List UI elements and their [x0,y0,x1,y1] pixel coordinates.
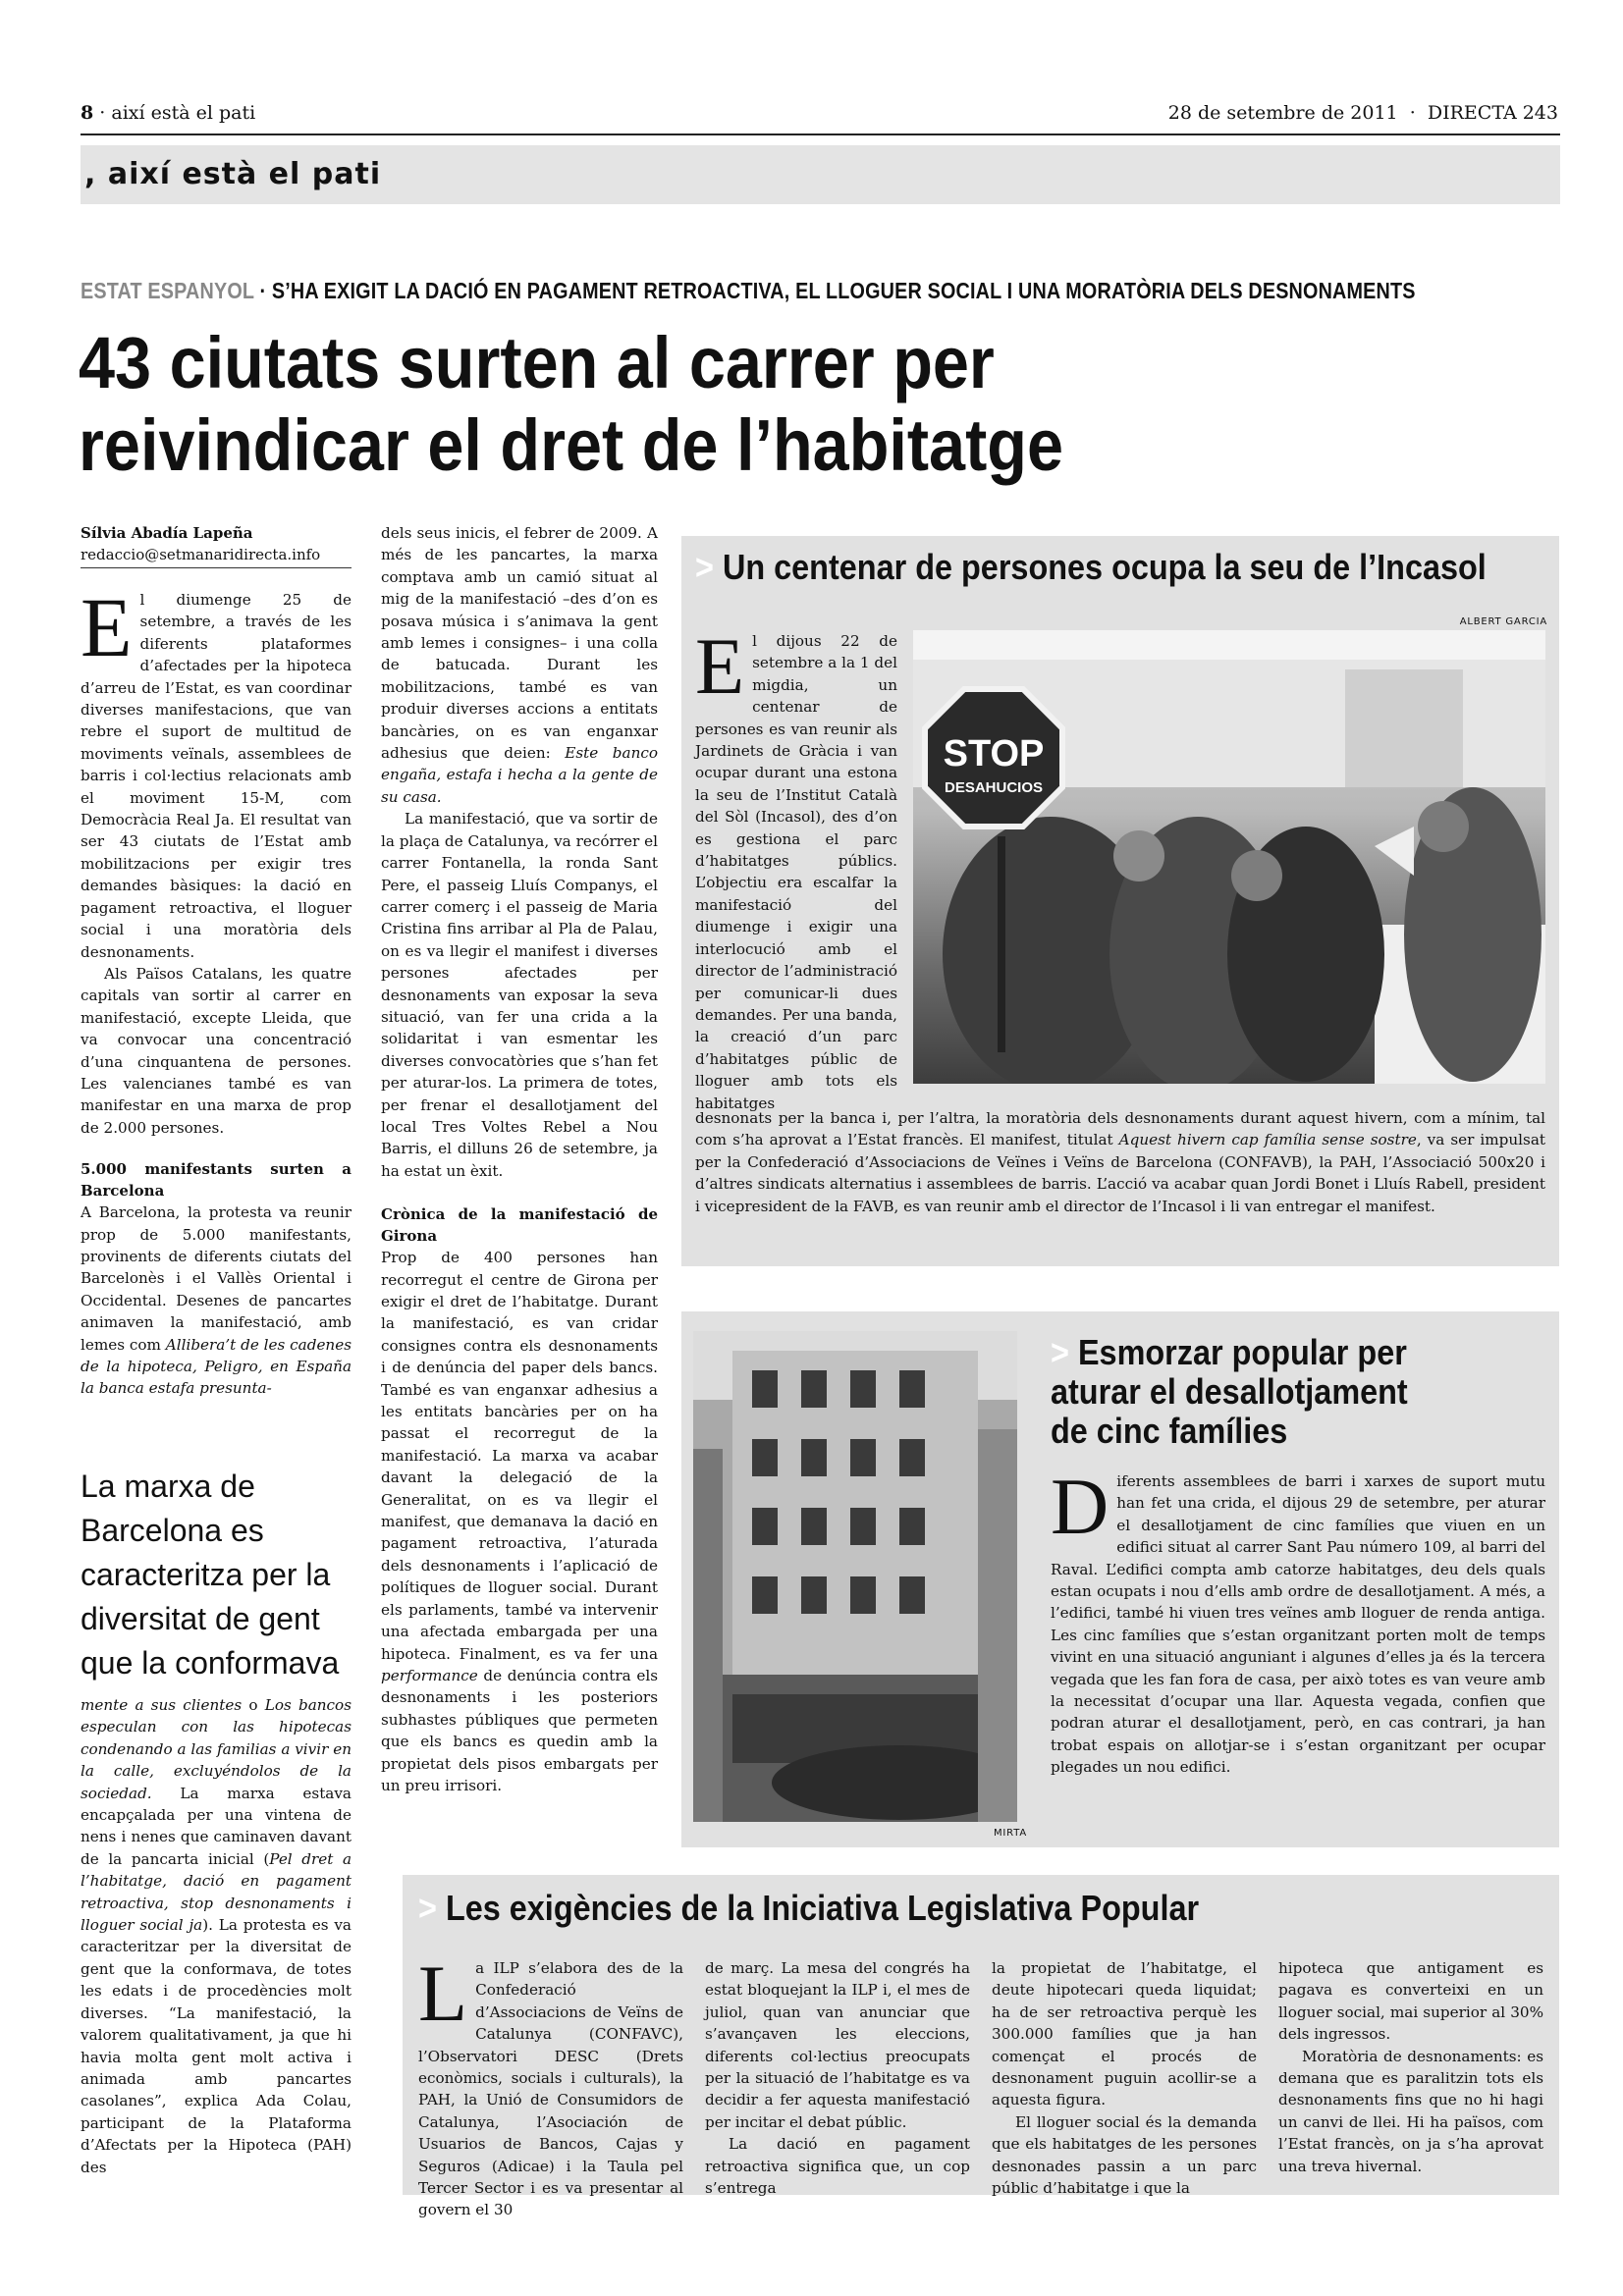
col1-p4-italic-1: mente a sus clientes [81,1696,243,1714]
byline [81,522,352,565]
col2-p1-text: dels seus inicis, el febrer de 2009. A més de les pancartes, la marxa comptava amb un camió situat al mig de la manifestació –des d’on es posava música i s’animava la gent amb lemes i consignes– i una colla de batucada. Durant les mobilitzacions, també es van produir diverses accions a entitats bancàries, on es van enganxar adhesius que deien: [381,524,658,763]
author-name: Sílvia Abadía Lapeña [81,524,253,542]
esmorzar-title-line-2: aturar el desallotjament [1051,1371,1408,1412]
section-band [81,145,1560,204]
col2-p3-text-2: de denúncia contra els desnonaments i les posteriors subhastes públiques que permeten que els bancs es quedin amb la propietat dels pisos embargats per un preu irrisori. [381,1666,658,1794]
ilp-col3-paragraph-2: El lloguer social és la demanda que els habitatges de les persones desnonades passin a un parc públic d’habitatge i que la [992,2112,1257,2198]
esmorzar-box [681,1311,1559,1847]
section-band-title: , així està el pati [84,157,382,191]
incasol-p2-text-2: , va ser impulsat per la Confederació d’Associacions de Veïnes i Veïns de Barcelona (CONFAVB), la PAH, l’Associació 500x20 i d’altres sindicats alternatius i assemblees de barris. L’acció va acabar quan Jordi Bonet i Lluís Rabell, president i vicepresident de la FAVB, es van reunir amb el director de l’Incasol i li van entregar el manifest. [695,1131,1545,1215]
ilp-column-1 [418,1949,683,2221]
header-rule [81,133,1560,135]
col1-paragraph-3 [81,1201,352,1400]
ilp-title-text: Les exigències de la Iniciativa Legislativa Popular [445,1888,1200,1928]
issue-date: 28 de setembre de 2011 [1167,102,1398,124]
incasol-dropcap: E [695,621,745,711]
author-email: redaccio@setmanaridirecta.info [81,546,321,563]
incasol-text-column [695,621,897,1114]
arrow-icon: > [1051,1332,1069,1372]
headline-line-1: 43 ciutats surten al carrer per [79,322,995,403]
esmorzar-title-line-1: Esmorzar popular per [1077,1332,1407,1372]
col1-paragraph-4 [81,1694,352,2178]
article-headline [79,322,1623,487]
col1-subheading: 5.000 manifestants surten a Barcelona [81,1160,352,1201]
article-column-2 [381,522,658,1796]
page-header-right [871,102,1558,124]
headline-line-2: reivindicar el dret de l’habitatge [79,404,1064,486]
col1-p4-text-2: La marxa estava encapçalada per una vintena de nens i nenes que caminaven davant de la pancarta inicial ( [81,1784,352,1868]
protest-photo-drawing [913,630,1545,1084]
col2-paragraph-2: La manifestació, que va sortir de la plaça de Catalunya, va recórrer el carrer Fontanella, la ronda Sant Pere, el passeig Lluís Companys, el carrer comerç i el passeig de Maria Cristina fins arribar al Pla de Palau, on es va llegir el manifest i diverses persones afectades per desnonaments van exposar la seva situació, van fer una crida a la solidaritat i van esmentar les diverses convocatòries que s’han fet per aturar-los. La primera de totes, per frenar el desallotjament del local Tres Voltes Rebel a Nou Barris, el dilluns 26 de setembre, ja ha estat un èxit. [381,810,658,1180]
kicker-text: · S’HA EXIGIT LA DACIÓ EN PAGAMENT RETROACTIVA, EL LLOGUER SOCIAL I UNA MORATÒRIA DELS DESNONAMENTS [253,278,1416,303]
col1-p3-text: A Barcelona, la protesta va reunir prop de 5.000 manifestants, provinents de diferents ciutats del Barcelonès i el Vallès Oriental i Occidental. Desenes de pancartes animaven la manifestació, amb lemes com [81,1203,352,1354]
col1-p3-italic: Allibera’t de les cadenes de la hipoteca, Peligro, en España la banca estafa presunta- [81,1335,352,1398]
section-name: · així està el pati [99,102,256,124]
ilp-column-4 [1278,1957,1543,2177]
ilp-col2-paragraph-1: de març. La mesa del congrés ha estat bloquejant la ILP i, el mes de juliol, quan van anunciar que s’avançaven les eleccions, diferents col·lectius preocupats per la situació de l’habitatge es va decidir a fer aquesta manifestació per incitar el debat públic. [705,1959,970,2131]
stop-sign-word: STOP [943,733,1045,774]
issue-number: DIRECTA 243 [1427,102,1558,124]
col1-paragraph-2: Als Països Catalans, les quatre capitals van sortir al carrer en manifestació, excepte Lleida, que va convocar una concentració d’una cinquantena de persones. Les valencianes també es van manifestar en una marxa de prop de 2.000 persones. [81,964,352,1137]
ilp-box-title [418,1889,1199,1928]
col1-p4-text-1: o [242,1696,265,1714]
esmorzar-dropcap: D [1051,1462,1109,1551]
article-kicker [81,278,1600,304]
col2-paragraph-1 [381,522,658,808]
ilp-col4-paragraph-2: Moratòria de desnonaments: es demana que es paralitzin tots els desnonaments fins que no hi hagi un canvi de llei. Hi ha països, com l’Estat francès, on ja s’ha aprovat una treva hivernal. [1278,2047,1543,2175]
col2-subheading: Crònica de la manifestació de Girona [381,1205,658,1246]
ilp-col4-paragraph-1: hipoteca que antigament es pagava es converteixi en un lloguer social, mai superior al 30% dels ingressos. [1278,1959,1543,2044]
arrow-icon: > [418,1888,437,1928]
esmorzar-box-title [1051,1333,1408,1451]
col2-p3-italic: performance [381,1666,478,1684]
esmorzar-text [1051,1462,1545,1779]
building-photo-drawing [693,1331,1017,1822]
dropcap-e: E [81,580,133,674]
ilp-box [403,1875,1559,2219]
protest-photo [913,630,1545,1084]
byline-rule [81,567,352,568]
ilp-column-3 [992,1957,1257,2199]
col1-p4-italic-2: Los bancos especulan con las hipotecas condenando a las familias a vivir en la calle, excluyéndolos de la sociedad. [81,1696,352,1802]
photo-credit: ALBERT GARCIA [1459,616,1547,627]
col2-p1-italic: Este banco engaña, estafa i hecha a la gente de su casa. [381,744,658,806]
ilp-col3-paragraph-1: la propietat de l’habitatge, el deute hipotecari queda liquidat; ha de ser retroactiva perquè les 300.000 famílies que ja han començat el procés de desnonament puguin acollir-se a aquesta figura. [992,1959,1257,2109]
incasol-text-wide [695,1107,1545,1217]
col2-paragraph-3 [381,1247,658,1796]
col1-paragraph-1: l diumenge 25 de setembre, a través de les diferents plataformes d’afectades per la hipoteca d’arreu de l’Estat, es van coordinar diverses manifestacions, que van rebre el suport de multitud de moviments veïnals, assemblees de barris i col·lectius relacionats amb el moviment 15-M, com Democràcia Real Ja. El resultat van ser 43 ciutats de l’Estat amb mobilitzacions per exigir tres demandes bàsiques: la dació en pagament retroactiva, el lloguer social i una moratòria dels desnonaments. [81,591,352,961]
ilp-column-2 [705,1957,970,2199]
esmorzar-paragraph: iferents assemblees de barri i xarxes de suport mutu han fet una crida, el dijous 29 de setembre, per aturar el desallotjament de cinc famílies que viuen en un edifici situat al carrer Sant Pau número 109, al barri del Raval. L’edifici compta amb catorze habitatges, deu dels quals estan ocupats i nou d’ells amb ordre de desallotjament. A més, a l’edifici, també hi viuen tres veïnes amb lloguer de renda antiga. Les cinc famílies que s’estan organitzant porten molt de temps vivint en una situació anguniant i algunes d’elles ja és la tercera vegada que les fan fora de casa, per això totes es van veure amb la necessitat d’ocupar una llar. Aquesta vegada, confien que podran aturar el desallotjament, però, en cas contrari, ja han trobat espais on allotjar-se i s’estan organitzant per ocupar plegades un nou edifici. [1051,1472,1545,1777]
col1-p4-italic-3: Pel dret a l’habitatge, dació en pagament retroactiva, stop desnonaments i lloguer social ja [81,1849,352,1935]
incasol-p2-text: desnonats per la banca i, per l’altra, la moratòria dels desnonaments durant aquest hivern, com a mínim, tal com s’ha aprovat a l’Estat francès. El manifest, titulat [695,1109,1545,1149]
building-photo [693,1331,1017,1822]
incasol-box [681,536,1559,1266]
col1-p4-text-3: ). La protesta es va caracteritzar per la diversitat de gent que la conformava, de totes les edats i de procedències molt diverses. “La manifestació, la valorem qualitativament, ja que hi havia molta gent molt activa i animada amb pancartes casolanes”, explica Ada Colau, participant de la Plataforma d’Afectats per la Hipoteca (PAH) des [81,1916,352,2176]
article-column-1-continued [81,1694,352,2178]
incasol-title-text: Un centenar de persones ocupa la seu de l’Incasol [722,547,1487,587]
ilp-col1-paragraph: a ILP s’elabora des de la Confederació d’Associacions de Veïns de Catalunya (CONFAVC), l’Observatori DESC (Drets econòmics, socials i culturals), la PAH, la Unió de Consumidors de Catalunya, l’Asociación de Usuarios de Bancos, Cajas y Seguros (Adicae) i la Taula pel Tercer Sector i es va presentar al govern el 30 [418,1959,683,2219]
stop-sign-subtitle: DESAHUCIOS [944,779,1044,796]
incasol-box-title [695,548,1487,587]
esmorzar-title-line-3: de cinc famílies [1051,1411,1288,1451]
col2-p3-text: Prop de 400 persones han recorregut el centre de Girona per exigir el dret de l’habitatge. Durant la manifestació, es van cridar consignes contra els desnonaments i de denúncia del paper dels bancs. També es van enganxar adhesius a les entitats bancàries per on ha passat el recorregut de la manifestació. La marxa va acabar davant la delegació de la Generalitat, on es va llegir el manifest, que demanava la dació en pagament retroactiva, l’aturada dels desnonaments i l’aplicació de polítiques de lloguer social. Durant els parlaments, també va intervenir una afectada embargada per una hipoteca. Finalment, es va fer una [381,1249,658,1663]
ilp-dropcap: L [418,1949,468,2038]
ilp-col2-paragraph-2: La dació en pagament retroactiva significa que, un cop s’entrega [705,2135,970,2198]
incasol-p2-italic: Aquest hivern cap família sense sostre [1118,1131,1417,1149]
page-header-left [81,102,670,124]
page-number: 8 [81,102,94,124]
article-column-1 [81,580,352,1400]
pull-quote: La marxa de Barcelona es caracteritza per la diversitat de gent que la conformava [81,1468,340,1681]
incasol-paragraph-2 [695,1107,1545,1217]
kicker-region: ESTAT ESPANYOL [81,278,254,303]
incasol-paragraph-1: l dijous 22 de setembre a la 1 del migdia, un centenar de persones es van reunir als Jardinets de Gràcia i van ocupar durant una estona la seu de l’Institut Català del Sòl (Incasol), des d’on es gestiona el parc d’habitatges públics. L’objectiu era escalfar la manifestació del diumenge i exigir una interlocució amb el director de l’administració per comunicar-li dues demandes. Per una banda, la creació d’un parc d’habitatges públic de lloguer amb tots els habitatges [695,632,897,1112]
arrow-icon: > [695,547,714,587]
header-separator: · [1409,102,1416,124]
building-photo-credit: MIRTA [994,1828,1027,1839]
